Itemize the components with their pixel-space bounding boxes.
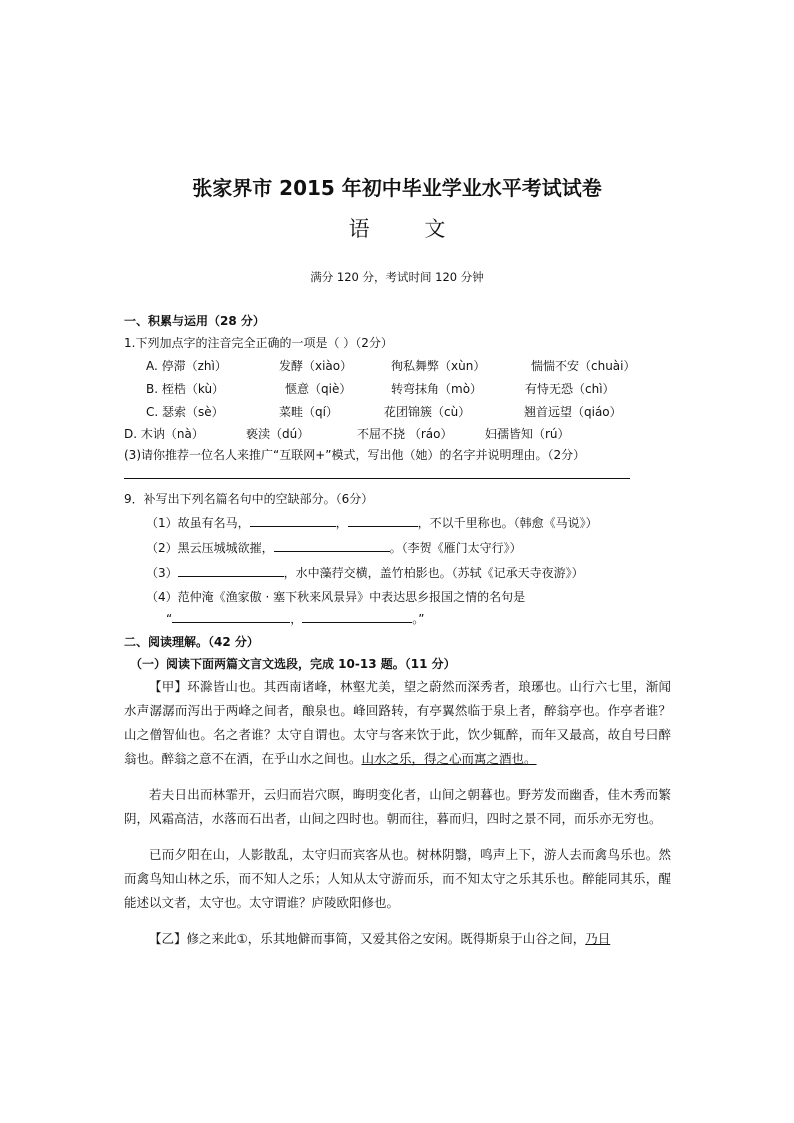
question-9-line-4: （4）范仲淹《渔家傲 · 塞下秋来风景异》中表达思乡报国之情的名句是 bbox=[146, 590, 526, 604]
subject-char-1: 语 bbox=[348, 217, 370, 241]
subject-title bbox=[0, 213, 794, 243]
question-1-stem: 1.下列加点字的注音完全正确的一项是（ ）（2分） bbox=[124, 336, 393, 350]
section-heading-2: 二、阅读理解。（42 分） bbox=[124, 635, 259, 649]
passage-paragraph-3: 已而夕阳在山，人影散乱，太守归而宾客从也。树林阴翳，鸣声上下，游人去而禽鸟乐也。然而禽鸟知山林之乐，而不知人之乐；人知从太守游而乐，而不知太守之乐其乐也。醉能同其乐，醒能述以文者，太守也。太守谓谁？庐陵欧阳修也。 bbox=[124, 847, 671, 910]
exam-title: 张家界市 2015 年初中毕业学业水平考试试卷 bbox=[192, 176, 602, 200]
passage-paragraph-2: 若夫日出而林霏开，云归而岩穴暝，晦明变化者，山间之朝暮也。野芳发而幽香，佳木秀而繁阴，风霜高洁，水落而石出者，山间之四时也。朝而往，暮而归，四时之景不同，而乐亦无穷也。 bbox=[124, 787, 671, 826]
section-heading-1: 一、积累与运用（28 分） bbox=[124, 314, 265, 328]
option-a: A. 停滞（zhì） 发酵（xiào） 徇私舞弊（xùn） 惴惴不安（chuài） bbox=[146, 359, 636, 373]
passage-paragraph-4: 【乙】修之来此①，乐其地僻而事简，又爱其俗之安闲。既得斯泉于山谷之间，乃日 bbox=[149, 931, 611, 946]
question-9-line-4-blanks: “ ， 。” bbox=[166, 612, 425, 626]
blank bbox=[178, 564, 284, 577]
option-c: C. 瑟索（sè） 菜畦（qí） 花团锦簇（cù） 翘首远望（qiáo） bbox=[146, 405, 622, 419]
option-b: B. 桎梏（kù） 惬意（qiè） 转弯抹角（mò） 有恃无恐（chì） bbox=[146, 382, 615, 396]
blank bbox=[250, 514, 336, 527]
blank bbox=[172, 610, 290, 623]
underlined-sentence: 山水之乐，得之心而寓之酒也。 bbox=[361, 751, 537, 766]
exam-info: 满分 120 分，考试时间 120 分钟 bbox=[310, 270, 484, 284]
question-9-stem: 9．补写出下列名篇名句中的空缺部分。（6分） bbox=[124, 492, 374, 506]
blank bbox=[348, 514, 418, 527]
passage-paragraph-1: 【甲】环滁皆山也。其西南诸峰，林壑尤美，望之蔚然而深秀者，琅琊也。山行六七里，渐闻水声潺潺而泻出于两峰之间者，酿泉也。峰回路转，有亭翼然临于泉上者，醉翁亭也。作亭者谁？山之僧智仙也。名之者谁？太守自谓也。太守与客来饮于此，饮少辄醉，而年又最高，故自号曰醉翁也。醉翁之意不在酒，在乎山水之间也。山水之乐，得之心而寓之酒也。 bbox=[124, 679, 671, 766]
subject-char-2: 文 bbox=[424, 217, 446, 241]
underlined-phrase: 乃日 bbox=[585, 931, 611, 946]
question-3: (3)请你推荐一位名人来推广“互联网+”模式，写出他（她）的名字并说明理由。（2分） bbox=[124, 448, 586, 462]
reading-subheading: （一）阅读下面两篇文言文选段，完成 10-13 题。（11 分） bbox=[130, 657, 456, 671]
question-9-line-2: （2）黑云压城城欲摧， 。（李贺《雁门太守行》） bbox=[146, 541, 522, 555]
blank bbox=[274, 539, 390, 552]
question-9-line-3: （3） ，水中藻荇交横，盖竹柏影也。（苏轼《记承天寺夜游》） bbox=[146, 566, 584, 580]
question-9-line-1: （1）故虽有名马， ， ，不以千里称也。（韩愈《马说》） bbox=[146, 516, 598, 530]
option-d: D. 木讷（nà） 亵渎（dú） 不屈不挠 （ráo） 妇孺皆知（rú） bbox=[124, 427, 570, 441]
answer-line bbox=[124, 478, 630, 479]
blank bbox=[302, 610, 412, 623]
reading-passage bbox=[124, 675, 671, 951]
